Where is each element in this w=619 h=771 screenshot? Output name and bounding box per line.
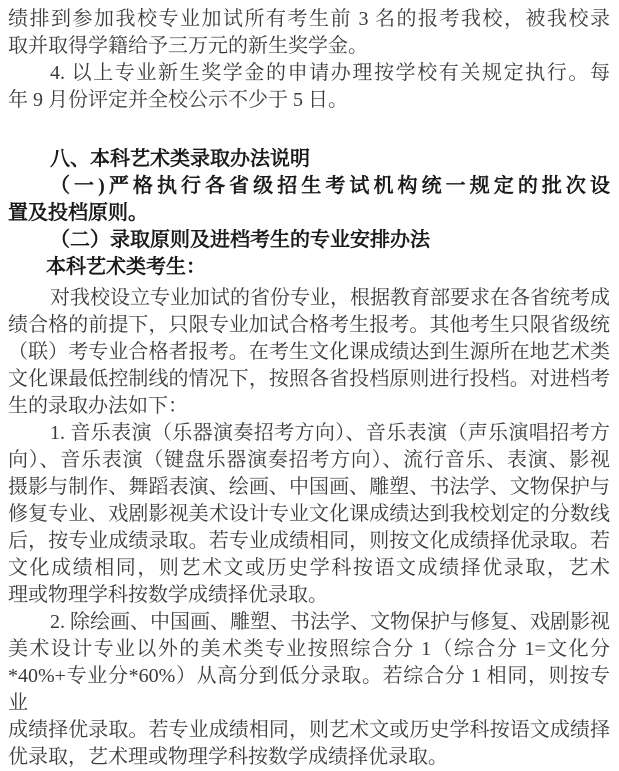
text-line: 优录取，艺术理或物理学科按数学成绩择优录取。 bbox=[8, 746, 448, 768]
text-line: 绩合格的前提下，只限专业加试合格考生报考。其他考生只限省级统 bbox=[8, 314, 610, 336]
text-line: 向）、音乐表演（键盘乐器演奏招考方向）、流行音乐、表演、影视 bbox=[8, 449, 610, 471]
text-line: 摄影与制作、舞蹈表演、绘画、中国画、雕塑、书法学、文物保护与 bbox=[8, 476, 610, 498]
text-line: （联）考专业合格者报考。在考生文化课成绩达到生源所在地艺术类 bbox=[8, 341, 610, 363]
heading-rule-two bbox=[8, 227, 610, 254]
paragraph-policy-intro bbox=[8, 285, 610, 420]
heading-candidates bbox=[8, 254, 610, 281]
text-line: 绩排到参加我校专业加试所有考生前 3 名的报考我校，被我校录 bbox=[8, 8, 610, 30]
text-line: 文化课最低控制线的情况下，按照各省投档原则进行投档。对进档考 bbox=[8, 368, 610, 390]
text-line: 置及投档原则。 bbox=[8, 202, 148, 224]
heading-line: 本科艺术类考生： bbox=[46, 256, 206, 278]
text-line: 1. 音乐表演（乐器演奏招考方向）、音乐表演（声乐演唱招考方 bbox=[50, 422, 610, 444]
text-line: 取并取得学籍给予三万元的新生奖学金。 bbox=[8, 35, 368, 57]
text-line: 美术设计专业以外的美术类专业按照综合分 1（综合分 1=文化分 bbox=[8, 638, 610, 660]
paragraph-item1 bbox=[8, 420, 610, 609]
paragraph-item2 bbox=[8, 609, 610, 771]
text-line: *40%+专业分*60%）从高分到低分录取。若综合分 1 相同，则按专业 bbox=[8, 665, 610, 714]
heading-section8 bbox=[8, 146, 610, 173]
text-line: 理或物理学科按数学成绩择优录取。 bbox=[8, 584, 328, 606]
text-line: 后，按专业成绩录取。若专业成绩相同，则按文化成绩择优录取。若 bbox=[8, 530, 610, 552]
text-line: 2. 除绘画、中国画、雕塑、书法学、文物保护与修复、戏剧影视 bbox=[50, 611, 610, 633]
text-line: 4. 以上专业新生奖学金的申请办理按学校有关规定执行。每 bbox=[50, 62, 610, 84]
text-line: （一)严格执行各省级招生考试机构统一规定的批次设 bbox=[50, 175, 610, 197]
text-line: 成绩择优录取。若专业成绩相同，则艺术文或历史学科按语文成绩择 bbox=[8, 719, 610, 741]
text-line: 年 9 月份评定并全校公示不少于 5 日。 bbox=[8, 89, 348, 111]
text-line: 文化成绩相同，则艺术文或历史学科按语文成绩择优录取，艺术 bbox=[8, 557, 610, 579]
text-line: 修复专业、戏剧影视美术设计专业文化课成绩达到我校划定的分数线 bbox=[8, 503, 610, 525]
paragraph-rule-one bbox=[8, 173, 610, 227]
text-line: 对我校设立专业加试的省份专业，根据教育部要求在各省统考成 bbox=[50, 287, 610, 309]
paragraph-scholarship-apply bbox=[8, 60, 610, 114]
paragraph-scholarship-continued bbox=[8, 6, 610, 60]
heading-line: 八、本科艺术类录取办法说明 bbox=[50, 148, 310, 170]
text-line: 生的录取办法如下： bbox=[8, 395, 188, 417]
heading-line: （二）录取原则及进档考生的专业安排办法 bbox=[50, 229, 430, 251]
